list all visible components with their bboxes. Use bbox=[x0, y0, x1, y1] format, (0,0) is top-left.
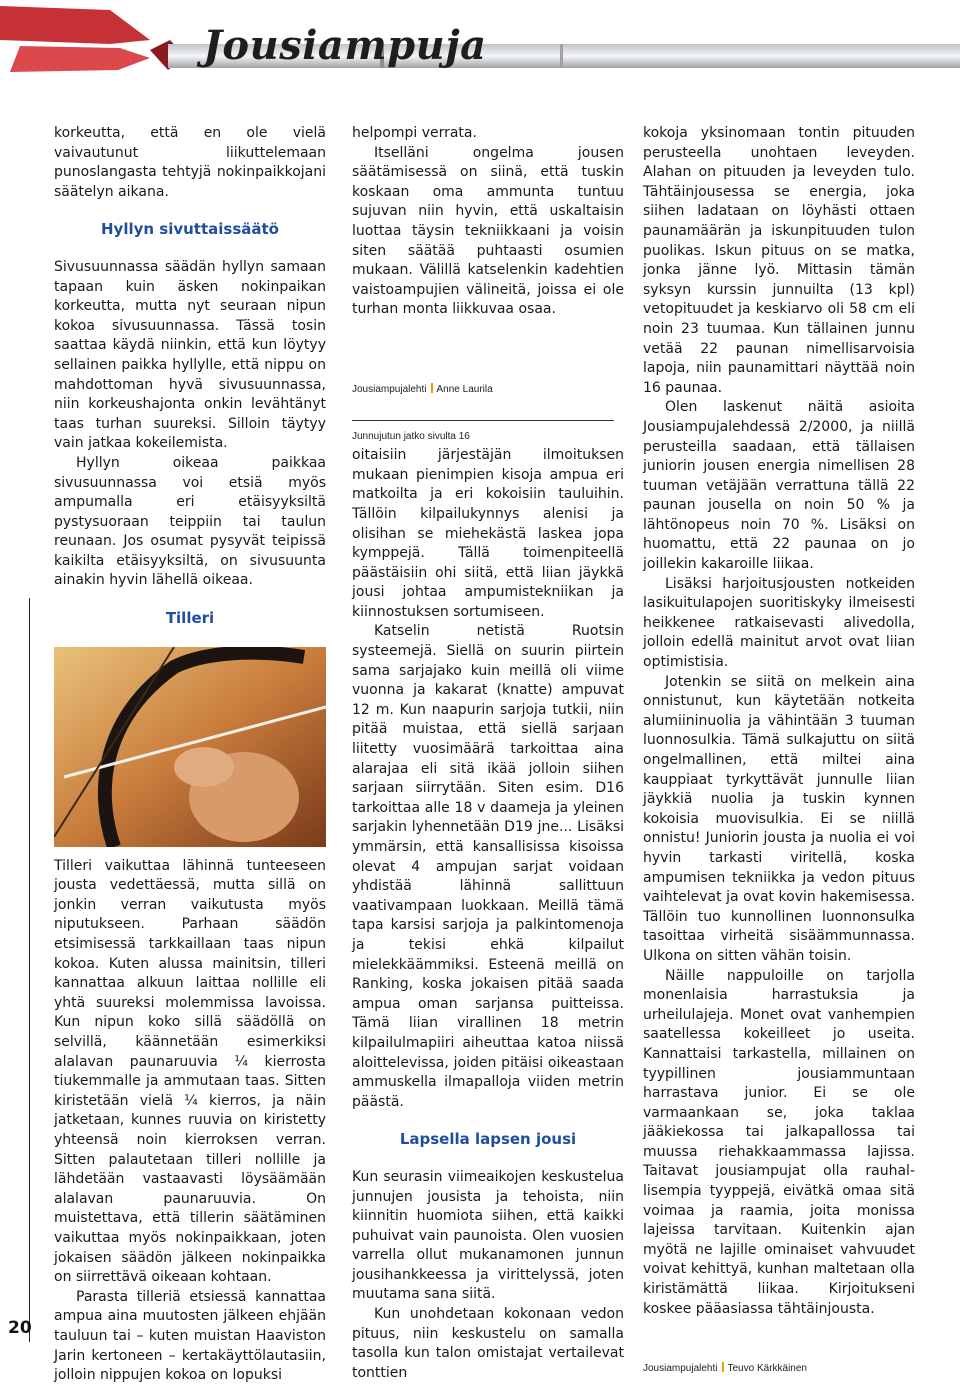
section-heading-tilleri: Tilleri bbox=[165, 609, 215, 628]
section-heading-lapsella: Lapsella lapsen jousi bbox=[399, 1130, 577, 1149]
paragraph: Näille nappuloille on tarjolla monenlaisia harrastuksia ja urheilulajeja. Monet ovat vanhempien saatellessa kokeilleet jo useita. Kannattaisi tarkastella, millainen on tyypillinen jousiammuntaan harrastava junior. Ei se ole varmaankaan se, joka taklaa jääkiekossa tai jalkapallossa tai muussa riehakkaammassa lajissa. Taitavat jousiampujat olla rauhal-lisempia tyyppejä, eivätkä omaa sitä voimaa ja raamia, joita monissa lajeissa tarvitaan. Kuitenkin ajan myötä ne lajille ominaiset vahvuudet voivat kehittyä, kunhan maltetaan olla kiristämättä liikaa. Kirjoitukseni koskee pääasiassa tähtäinjousta. bbox=[643, 967, 915, 1317]
paragraph: Jotenkin se siitä on melkein aina onnistunut, kun käytetään notkeita alumiininuolia ja vähintään 3 tuuman luonnosulkia. Tämä sulkajuttu on siitä ongelmallinen, että miltei aina kauppiaat tyrkyttävät junnulle liian jäykkiä nuolia ja tuskin kynnen kokoisia muovisulkia. Ei se niillä onnistu! Juniorin jousta ja nuolia ei voi hyvin tarkasti viritellä, koska ampumisen tekniikka ja vedon pituus vaihtelevat ja ovat kovin hakemisessa. Tällöin tuo kunnollinen luonnonsulka tasoittaa virheitä sisäämmunnassa. Ulkona on sitten vähän toisin. bbox=[643, 673, 915, 964]
byline bbox=[352, 380, 624, 400]
paragraph: oitaisiin järjestäjän ilmoituksen mukaan pienimpien kisoja ampua eri matkoilta ja eri kokoisiin tauluihin. Tällöin kilpailukynnys alenisi ja olisihan se miehekästä laskea jopa kymppejä. Tällä toimenpiteellä päästäisiin ohi siitä, että liian jäykkä jousi johtaa ampumistekniikan ja kiinnostuksen sortumiseen. bbox=[352, 447, 624, 620]
masthead-banner bbox=[0, 0, 960, 92]
paragraph: korkeutta, että en ole vielä vaivautunut liikuttelemaan punoslangasta tehtyjä nokinpaikkojani säätelyn aikana. bbox=[54, 125, 326, 200]
paragraph: Katselin netistä Ruotsin systeemejä. Siellä on suurin piirtein sama sarjajako kuin meillä oli viime vuonna ja kakarat (knatte) ampuvat 12 m. Kun naapurin sarjoja tutkii, niin pitää muistaa, että siellä sarjaan liitetty vuosimäärä tarkoittaa aina alarajaa eli sitä ikää jolloin siihen sarjaan siirrytään. Siten esim. D16 tarkoittaa alle 18 v daameja ja yleinen sarjakin lyhennetään D19 jne... Lisäksi ymmärsin, että kansallisissa kisoissa olevat 4 ampujan sarjat voidaan yhdistää lähinnä sallittuun vaativampaan luokkaan. Meillä tämä tapa karsisi sarjoja ja palkintomenoja ja tekisi ehkä kilpailut mielekkäämmiksi. Esteenä meillä on Ranking, koska jokaisen pitää saada ampua oman sarjansa puitteissa. Tämä liian virallinen 18 metrin kilpailulmapiiri aiheuttaa katoa niissä aloittelevissa, joiden pitäisi oikeastaan ammuskella ilmapalloja viiden metrin päästä. bbox=[352, 623, 624, 1110]
byline-author: Anne Laurila bbox=[436, 383, 493, 395]
column-1 bbox=[54, 124, 326, 1386]
byline-author: Teuvo Kärkkäinen bbox=[727, 1363, 807, 1375]
section-heading-hylly: Hyllyn sivuttaissäätö bbox=[100, 220, 279, 239]
paragraph: helpompi verrata. bbox=[352, 125, 477, 141]
masthead-title: Jousiampuja bbox=[203, 22, 487, 69]
paragraph: Hyllyn oikeaa paikkaa sivusuunnassa voi etsiä myös ampumalla eri etäisyyksiltä pystysuoraan teippiin tai taulun reunaan. Jos osumat pysyvät teipissä kaikilta etäisyyksiltä, on sivusuunta ainakin hyvin lähellä oikeaa. bbox=[54, 454, 326, 589]
byline-source: Jousiampujalehti bbox=[352, 383, 427, 395]
paragraph: Kun seurasin viimeaikojen keskustelua junnujen jousista ja tehoista, niin kiinnitin huomiota siihen, että kaikki puhuivat vain paunoista. Olen vuosien varrella ollut mukanamonen junnun jousihankkeessa ja virittelyssä, joten muutama sana siitä. bbox=[352, 1168, 624, 1303]
byline bbox=[643, 1359, 915, 1379]
paragraph: Tilleri vaikuttaa lähinnä tunteeseen jousta vedettäessä, mutta sillä on jonkin verran vaikutusta myös niputukseen. Parhaan säädön etsimisessä tarkkaillaan taas nipun kokoa. Kuten alussa mainitsin, tilleri kannattaa alkuun laittaa nollille eli yhtä suureksi molemmissa lavoissa. Kun nipun koko sillä säädöllä on selvillä, käännetään esimerkiksi alalavan paunaruuvia ¼ kierrosta tiukemmalle ja ammutaan taas. Sitten kiristetään vielä ¼ kierros, ja näin jatketaan, kunnes ruuvia on kiristetty yhteensä noin kierroksen verran. Sitten palautetaan tilleri nollille ja lähdetään vastaavasti löysäämään alalavan paunaruuvia. On muistettava, että tillerin säätäminen vaikuttaa myös nokinpaikkaan, joten jokaisen säädön jälkeen nokinpaikka on siirrettävä oikeaan kohtaan. bbox=[54, 857, 326, 1286]
paragraph: Kun unohdetaan kokonaan vedon pituus, niin keskustelu on samalla tasolla kun talon omistajat vertailevat tonttien bbox=[352, 1306, 624, 1381]
paragraph: Sivusuunnassa säädän hyllyn samaan tapaan kuin äsken nokinpaikan korkeutta, mutta nyt seuraan nipun kokoa sivusuunnassa. Tässä tosin saattaa käydä niinkin, että kun löytyy sellainen paikka hyllylle, että nippu on mahdottoman hyvä sivusuunnassa, niin korkeushajonta onkin levähtänyt taas turhan suureksi. Silloin täytyy vain jatkaa kokeilemista. bbox=[54, 258, 326, 452]
paragraph: Olen laskenut näitä asioita Jousiampujalehdessä 2/2000, ja niillä perusteilla saadaan, että tällaisen juniorin jousen energia nimellisen 28 tuuman vetäjään verrattuna tällä 22 paunan jousella on noin 50 % ja lähtönopeus noin 70 %. Lisäksi on huomattu, että 22 paunaa on jo joillekin kakaroille liikaa. bbox=[643, 399, 915, 573]
page-number: 20 bbox=[8, 1318, 32, 1338]
divider bbox=[352, 420, 614, 421]
paragraph: kokoja yksinomaan tontin pituuden perusteella unohtaen leveyden. Alahan on pituuden ja leveyden tulo. Tähtäinjousessa se energia, joka siihen ladataan on löyhästi ottaen paunamäärän ja iskunpituuden tulon puolikas. Iskun pituus on se matka, jonka jänne lyö. Mittasin tämän syksyn kurssin junnuilta (13 kpl) vetopituudet ja keskiarvo oli 58 cm eli noin 23 tuumaa. Kun tällainen junnu vetää 22 paunan nimellisarvoisia lapoja, niin paunamittari näyttää noin 16 paunaa. bbox=[643, 125, 915, 396]
paragraph: Lisäksi harjoitusjousten notkeiden lasikuitulapojen suoritiskyky ilmeisesti heikkenee ratkaisevasti alivedolla, jolloin edellä mainitut arvot ovat liian optimistisia. bbox=[643, 575, 915, 671]
byline-separator bbox=[431, 383, 433, 393]
column-3 bbox=[643, 124, 915, 1379]
column-2 bbox=[352, 124, 624, 1383]
paragraph: Parasta tilleriä etsiessä kannattaa ampua aina muutosten jälkeen ehjään tauluun tai – kuten muistan Haaviston Jarin kertoneen – kertakäyttölautasiin, jolloin nippujen kokoa on lopuksi bbox=[54, 1288, 326, 1384]
byline-source: Jousiampujalehti bbox=[643, 1363, 718, 1375]
byline-separator bbox=[722, 1362, 724, 1372]
margin-rule bbox=[29, 598, 30, 1342]
paragraph: Itselläni ongelma jousen säätämisessä on siinä, että tuskin koskaan oma ammunta tuntuu sujuvan niin hyvin, että uskaltaisin luottaa täysin tekniikkaani ja voisin siten säätää puhtaasti osumien mukaan. Välillä katselenkin kadehtien vaistoampujien välineitä, joissa ei ole turhan monta liikkuvaa osaa. bbox=[352, 144, 624, 318]
continuation-note: Junnujutun jatko sivulta 16 bbox=[352, 430, 470, 442]
bow-photo bbox=[54, 647, 326, 847]
